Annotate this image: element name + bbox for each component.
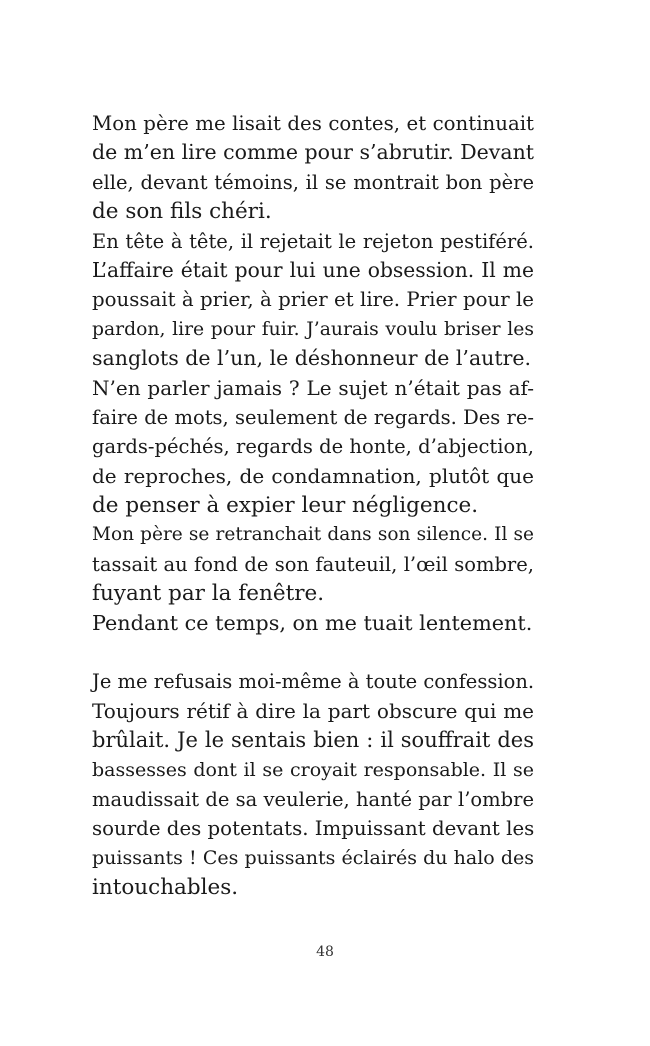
text-line: Mon père me lisait des contes, et continuait — [92, 112, 534, 135]
paragraph — [92, 609, 534, 638]
text-line: de reproches, de condamnation, plutôt que — [92, 463, 534, 488]
text-line: Je me refusais moi-même à toute confession. — [92, 670, 535, 694]
paragraph — [92, 374, 534, 521]
text-line: sanglots de l’un, le déshonneur de l’autre. — [92, 346, 532, 371]
text-line: Pendant ce temps, on me tuait lentement. — [92, 610, 533, 635]
text-line: En tête à tête, il rejetait le rejeton pestiféré. — [92, 229, 534, 253]
text-line: intouchables. — [92, 875, 239, 901]
text-line: tassait au fond de son fauteuil, l’œil sombre, — [92, 552, 534, 576]
text-line: pardon, lire pour fuir. J’aurais voulu briser les — [92, 318, 534, 340]
text-line: de penser à expier leur négligence. — [92, 493, 479, 519]
text-line: sourde des potentats. Impuissant devant les — [92, 817, 535, 841]
text-line: faire de mots, seulement de regards. Des re- — [92, 405, 534, 429]
text-line: poussait à prier, à prier et lire. Prier pour le — [92, 288, 534, 312]
text-line: Mon père se retranchait dans son silence. Il se — [92, 524, 534, 546]
text-line: Toujours rétif à dire la part obscure qui me — [92, 698, 534, 723]
page-number: 48 — [316, 944, 334, 960]
paragraph — [92, 520, 534, 608]
text-line: elle, devant témoins, il se montrait bon père — [92, 170, 534, 194]
paragraph-gap — [92, 638, 534, 667]
paragraph — [92, 109, 534, 227]
text-line: N’en parler jamais ? Le sujet n’était pas af- — [92, 375, 534, 400]
paragraph — [92, 227, 534, 374]
text-line: de son fils chéri. — [92, 199, 272, 225]
text-line: fuyant par la fenêtre. — [92, 581, 325, 607]
body-text — [92, 109, 534, 903]
text-line: brûlait. Je le sentais bien : il souffrait des — [92, 728, 534, 753]
paragraph — [92, 667, 534, 902]
text-line: puissants ! Ces puissants éclairés du halo des — [92, 846, 534, 869]
text-line: maudissait de sa veulerie, hanté par l’ombre — [92, 787, 534, 811]
text-line: de m’en lire comme pour s’abrutir. Devant — [92, 140, 535, 165]
text-line: bassesses dont il se croyait responsable. Il se — [92, 758, 534, 781]
text-line: gards-péchés, regards de honte, d’abjection, — [92, 435, 534, 459]
text-line: L’affaire était pour lui une obsession. Il me — [92, 257, 534, 282]
